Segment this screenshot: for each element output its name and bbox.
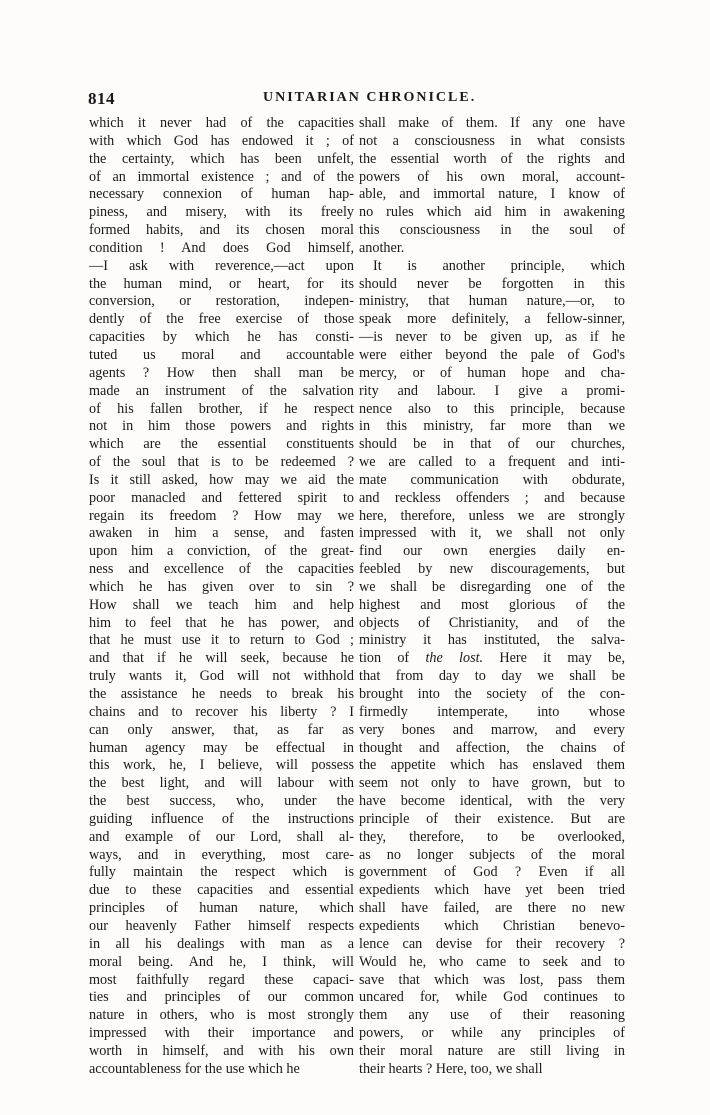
text-line: should never be forgotten in this <box>359 275 625 292</box>
text-line: shall have failed, are there no new <box>359 900 625 917</box>
text-line: firmedly intemperate, into whose <box>359 703 625 720</box>
text-line: with which God has endowed it ; of <box>89 132 354 149</box>
text-line: truly wants it, God will not withhold <box>89 668 354 685</box>
text-line: highest and most glorious of the <box>359 596 625 613</box>
text-line: our heavenly Father himself respects <box>89 917 354 934</box>
text-fragment: Here it may be, <box>483 650 625 667</box>
text-line: seem not only to have grown, but to <box>359 775 625 792</box>
text-line: save that which was lost, pass them <box>359 971 625 988</box>
text-line: ties and principles of our common <box>89 989 354 1006</box>
text-line: that he must use it to return to God ; <box>89 632 354 649</box>
text-line: not in him those powers and rights <box>89 418 354 435</box>
text-line <box>359 650 625 668</box>
text-line: ness and excellence of the capacities <box>89 561 354 578</box>
text-line: expedients which have yet been tried <box>359 882 625 899</box>
text-line: of his fallen brother, if he respect <box>89 400 354 417</box>
text-line: It is another principle, which <box>373 257 625 274</box>
text-line: uncared for, while God continues to <box>359 989 625 1006</box>
text-line: made an instrument of the salvation <box>89 382 354 399</box>
text-line: and reckless offenders ; and because <box>359 489 625 506</box>
text-line: worth in himself, and with his own <box>89 1042 354 1059</box>
text-line: which it never had of the capacities <box>89 115 354 131</box>
text-line: powers of his own moral, account- <box>359 168 625 185</box>
text-line: principles of human nature, which <box>89 900 354 917</box>
page-header <box>88 89 623 113</box>
text-line: not a consciousness in what consists <box>359 132 625 149</box>
text-line: human agency may be effectual in <box>89 739 354 756</box>
text-line: How shall we teach him and help <box>89 596 354 613</box>
text-line: should be in that of our churches, <box>359 436 625 453</box>
text-line: conversion, or restoration, indepen- <box>89 293 354 310</box>
text-line: and example of our Lord, shall al- <box>89 828 354 845</box>
text-line: upon him a conviction, of the great- <box>89 543 354 560</box>
text-line: mercy, or of human hope and cha- <box>359 364 625 381</box>
text-line: rity and labour. I give a promi- <box>359 382 625 399</box>
text-line: capacities by which he has consti- <box>89 329 354 346</box>
text-line: Is it still asked, how may we aid the <box>89 471 354 488</box>
text-line: them any use of their reasoning <box>359 1007 625 1024</box>
text-line: of an immortal existence ; and of the <box>89 168 354 185</box>
text-line: chains and to recover his liberty ? I <box>89 703 354 720</box>
text-line: objects of Christianity, and of the <box>359 614 625 631</box>
text-line: of the soul that is to be redeemed ? <box>89 454 354 471</box>
text-line: another. <box>359 239 405 256</box>
text-line: in this ministry, far more than we <box>359 418 625 435</box>
text-line: the essential worth of the rights and <box>359 150 625 167</box>
text-line: find our own energies daily en- <box>359 543 625 560</box>
text-line: as no longer subjects of the moral <box>359 846 625 863</box>
text-line: formed habits, and its chosen moral <box>89 222 354 239</box>
text-line: him to feel that he has power, and <box>89 614 354 631</box>
text-line: due to these capacities and essential <box>89 882 354 899</box>
page-number: 814 <box>88 89 115 108</box>
text-line: they, therefore, to be overlooked, <box>359 828 625 845</box>
text-line: which he has given over to sin ? <box>89 578 354 595</box>
text-line: piness, and misery, with its freely <box>89 204 354 221</box>
text-line: —is never to be given up, as if he <box>359 329 625 346</box>
text-line: ministry it has instituted, the salva- <box>359 632 625 649</box>
text-line: Would he, who came to seek and to <box>359 953 625 970</box>
text-line: brought into the society of the con- <box>359 686 625 702</box>
text-line: government of God ? Even if all <box>359 864 625 881</box>
text-line: able, and immortal nature, I know of <box>359 186 625 203</box>
text-line: the best success, who, under the <box>89 793 354 810</box>
text-line: guiding influence of the instructions <box>89 810 354 827</box>
text-line: can only answer, that, as far as <box>89 721 354 738</box>
text-line: —I ask with reverence,—act upon <box>89 257 354 274</box>
italic-phrase: the lost. <box>425 650 484 667</box>
text-line: principle of their existence. But are <box>359 810 625 827</box>
text-line: which are the essential constituents <box>89 436 354 453</box>
left-column <box>89 115 354 1079</box>
text-line: impressed with it, we shall not only <box>359 525 625 542</box>
text-line: we are called to a frequent and inti- <box>359 454 625 471</box>
text-line: thought and affection, the chains of <box>359 739 625 756</box>
text-line: mate communication with obdurate, <box>359 471 625 488</box>
text-line: impressed with their importance and <box>89 1025 354 1042</box>
text-line: most faithfully regard these capaci- <box>89 971 354 988</box>
text-line: tuted us moral and accountable <box>89 346 354 363</box>
text-line: the best light, and will labour with <box>89 775 354 792</box>
text-line: feebled by new discouragements, but <box>359 561 625 578</box>
text-line: poor manacled and fettered spirit to <box>89 489 354 506</box>
text-fragment: tion of <box>359 650 426 667</box>
text-line: dently of the free exercise of those <box>89 311 354 328</box>
text-line: their moral nature are still living in <box>359 1042 625 1059</box>
text-line: very bones and marrow, and every <box>359 721 625 738</box>
text-line: nature in others, who is most strongly <box>89 1007 354 1024</box>
text-line: in all his dealings with man as a <box>89 935 354 952</box>
text-line: fully maintain the respect which is <box>89 864 354 881</box>
text-line: necessary connexion of human hap- <box>89 186 354 203</box>
text-line: this work, he, I believe, will possess <box>89 757 354 774</box>
text-line: awaken in him a sense, and fasten <box>89 525 354 542</box>
text-line: powers, or while any principles of <box>359 1025 625 1042</box>
text-line: ministry, that human nature,—or, to <box>359 293 625 310</box>
text-line: we shall be disregarding one of the <box>359 578 625 595</box>
text-line: the human mind, or heart, for its <box>89 275 354 292</box>
text-line: nence also to this principle, because <box>359 400 625 417</box>
text-line: the appetite which has enslaved them <box>359 757 625 774</box>
text-line: that from day to day we shall be <box>359 668 625 685</box>
text-line: accountableness for the use which he <box>89 1060 300 1077</box>
text-line: the certainty, which has been unfelt, <box>89 150 354 167</box>
text-line: this consciousness in the soul of <box>359 222 625 239</box>
text-line: here, therefore, unless we are strongly <box>359 507 625 524</box>
text-line: speak more definitely, a fellow-sinner, <box>359 311 625 328</box>
text-line: condition ! And does God himself, <box>89 239 354 256</box>
text-line: moral being. And he, I think, will <box>89 953 354 970</box>
text-line: lence can devise for their recovery ? <box>359 935 625 952</box>
right-column <box>359 115 625 1079</box>
text-line: and that if he will seek, because he <box>89 650 354 667</box>
running-title: UNITARIAN CHRONICLE. <box>263 90 477 105</box>
text-line: have become identical, with the very <box>359 793 625 810</box>
text-line: agents ? How then shall man be <box>89 364 354 381</box>
text-line: the assistance he needs to break his <box>89 686 354 702</box>
text-line: ways, and in everything, most care- <box>89 846 354 863</box>
text-line: no rules which aid him in awakening <box>359 204 625 221</box>
text-line: were either beyond the pale of God's <box>359 346 625 363</box>
text-line: shall make of them. If any one have <box>359 115 625 131</box>
text-line: regain its freedom ? How may we <box>89 507 354 524</box>
text-line: expedients which Christian benevo- <box>359 917 625 934</box>
text-line: their hearts ? Here, too, we shall <box>359 1060 543 1077</box>
